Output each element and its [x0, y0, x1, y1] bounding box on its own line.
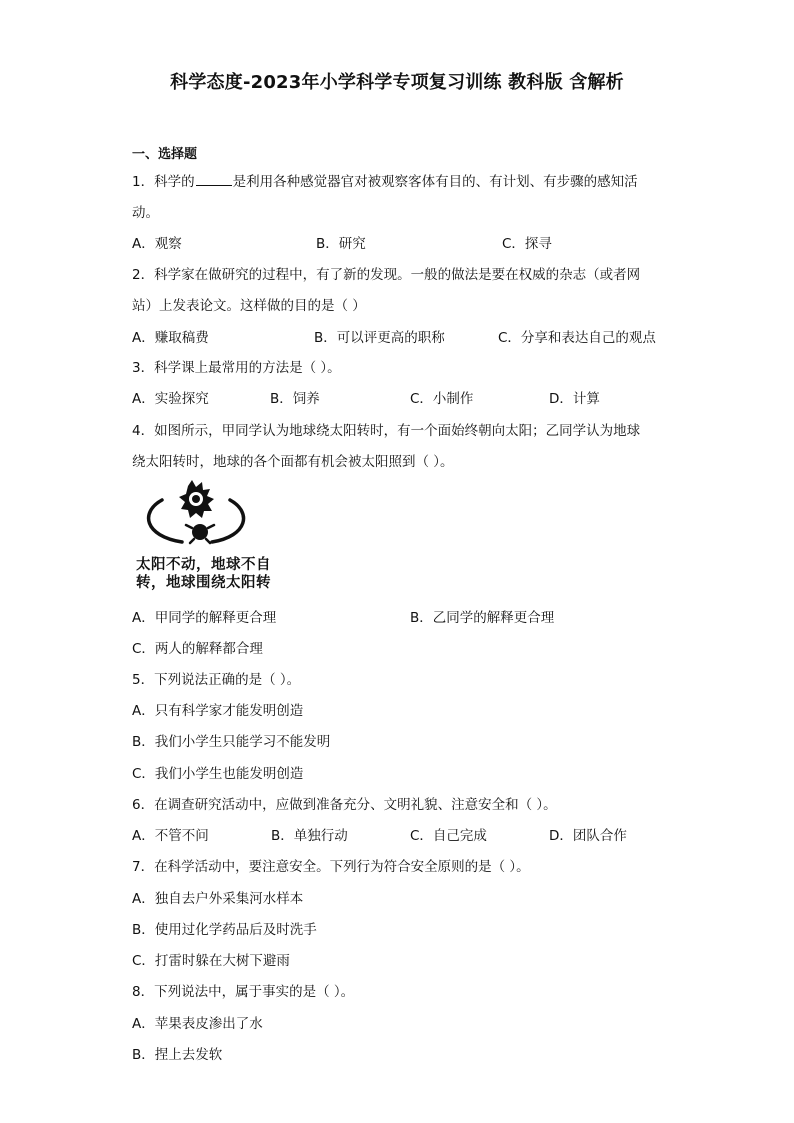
q2-option-c: C．分享和表达自己的观点	[498, 330, 656, 346]
question-1-continuation: 动。	[132, 205, 159, 221]
question-6: 6．在调查研究活动中，应做到准备充分、文明礼貌、注意安全和（ ）。	[132, 797, 557, 813]
q5-option-c: C．我们小学生也能发明创造	[132, 766, 304, 782]
q3-option-a: A．实验探究	[132, 391, 209, 407]
q3-option-b: B．饲养	[270, 391, 320, 407]
document-title: 科学态度-2023年小学科学专项复习训练 教科版 含解析	[170, 72, 624, 93]
question-4: 4．如图所示，甲同学认为地球绕太阳转时，有一个面始终朝向太阳；乙同学认为地球	[132, 423, 641, 439]
question-1-prefix: 1．科学的	[132, 174, 195, 190]
q5-option-b: B．我们小学生只能学习不能发明	[132, 734, 331, 750]
q1-option-b: B．研究	[316, 236, 366, 252]
sun-earth-drawing	[130, 478, 300, 558]
section-heading: 一、选择题	[132, 147, 198, 162]
q6-option-a: A．不管不问	[132, 828, 209, 844]
question-1-text: 是利用各种感觉器官对被观察客体有目的、有计划、有步骤的感知活	[232, 174, 638, 190]
q6-option-d: D．团队合作	[549, 828, 627, 844]
q7-option-b: B．使用过化学药品后及时洗手	[132, 922, 317, 938]
question-1	[132, 173, 638, 191]
question-3: 3．科学课上最常用的方法是（ ）。	[132, 360, 341, 376]
question-4-continuation: 绕太阳转时，地球的各个面都有机会被太阳照到（ ）。	[132, 454, 454, 470]
q7-option-a: A．独自去户外采集河水样本	[132, 891, 304, 907]
q6-option-c: C．自己完成	[410, 828, 487, 844]
q1-option-c: C．探寻	[502, 236, 552, 252]
question-5: 5．下列说法正确的是（ ）。	[132, 672, 301, 688]
q3-option-c: C．小制作	[410, 391, 474, 407]
q5-option-a: A．只有科学家才能发明创造	[132, 703, 304, 719]
q8-option-a: A．苹果表皮渗出了水	[132, 1016, 263, 1032]
sun-icon	[179, 480, 214, 518]
figure-caption-line-2: 转，地球围绕太阳转	[136, 574, 271, 591]
q2-option-a: A．赚取稿费	[132, 330, 209, 346]
earth-icon	[186, 524, 214, 543]
figure-caption-line-1: 太阳不动，地球不自	[136, 556, 271, 573]
q4-option-c: C．两人的解释都合理	[132, 641, 263, 657]
question-2: 2．科学家在做研究的过程中，有了新的发现。一般的做法是要在权威的杂志（或者网	[132, 267, 641, 283]
q4-option-b: B．乙同学的解释更合理	[410, 610, 555, 626]
question-2-continuation: 站）上发表论文。这样做的目的是（ ）	[132, 298, 366, 314]
q1-option-a: A．观察	[132, 236, 182, 252]
question-7: 7．在科学活动中，要注意安全。下列行为符合安全原则的是（ ）。	[132, 859, 530, 875]
q3-option-d: D．计算	[549, 391, 600, 407]
q2-option-b: B．可以评更高的职称	[314, 330, 445, 346]
question-8: 8．下列说法中，属于事实的是（ ）。	[132, 984, 355, 1000]
q4-option-a: A．甲同学的解释更合理	[132, 610, 277, 626]
sun-earth-figure	[130, 478, 300, 592]
answer-blank	[196, 173, 232, 186]
q6-option-b: B．单独行动	[271, 828, 348, 844]
q7-option-c: C．打雷时躲在大树下避雨	[132, 953, 290, 969]
q8-option-b: B．捏上去发软	[132, 1047, 223, 1063]
